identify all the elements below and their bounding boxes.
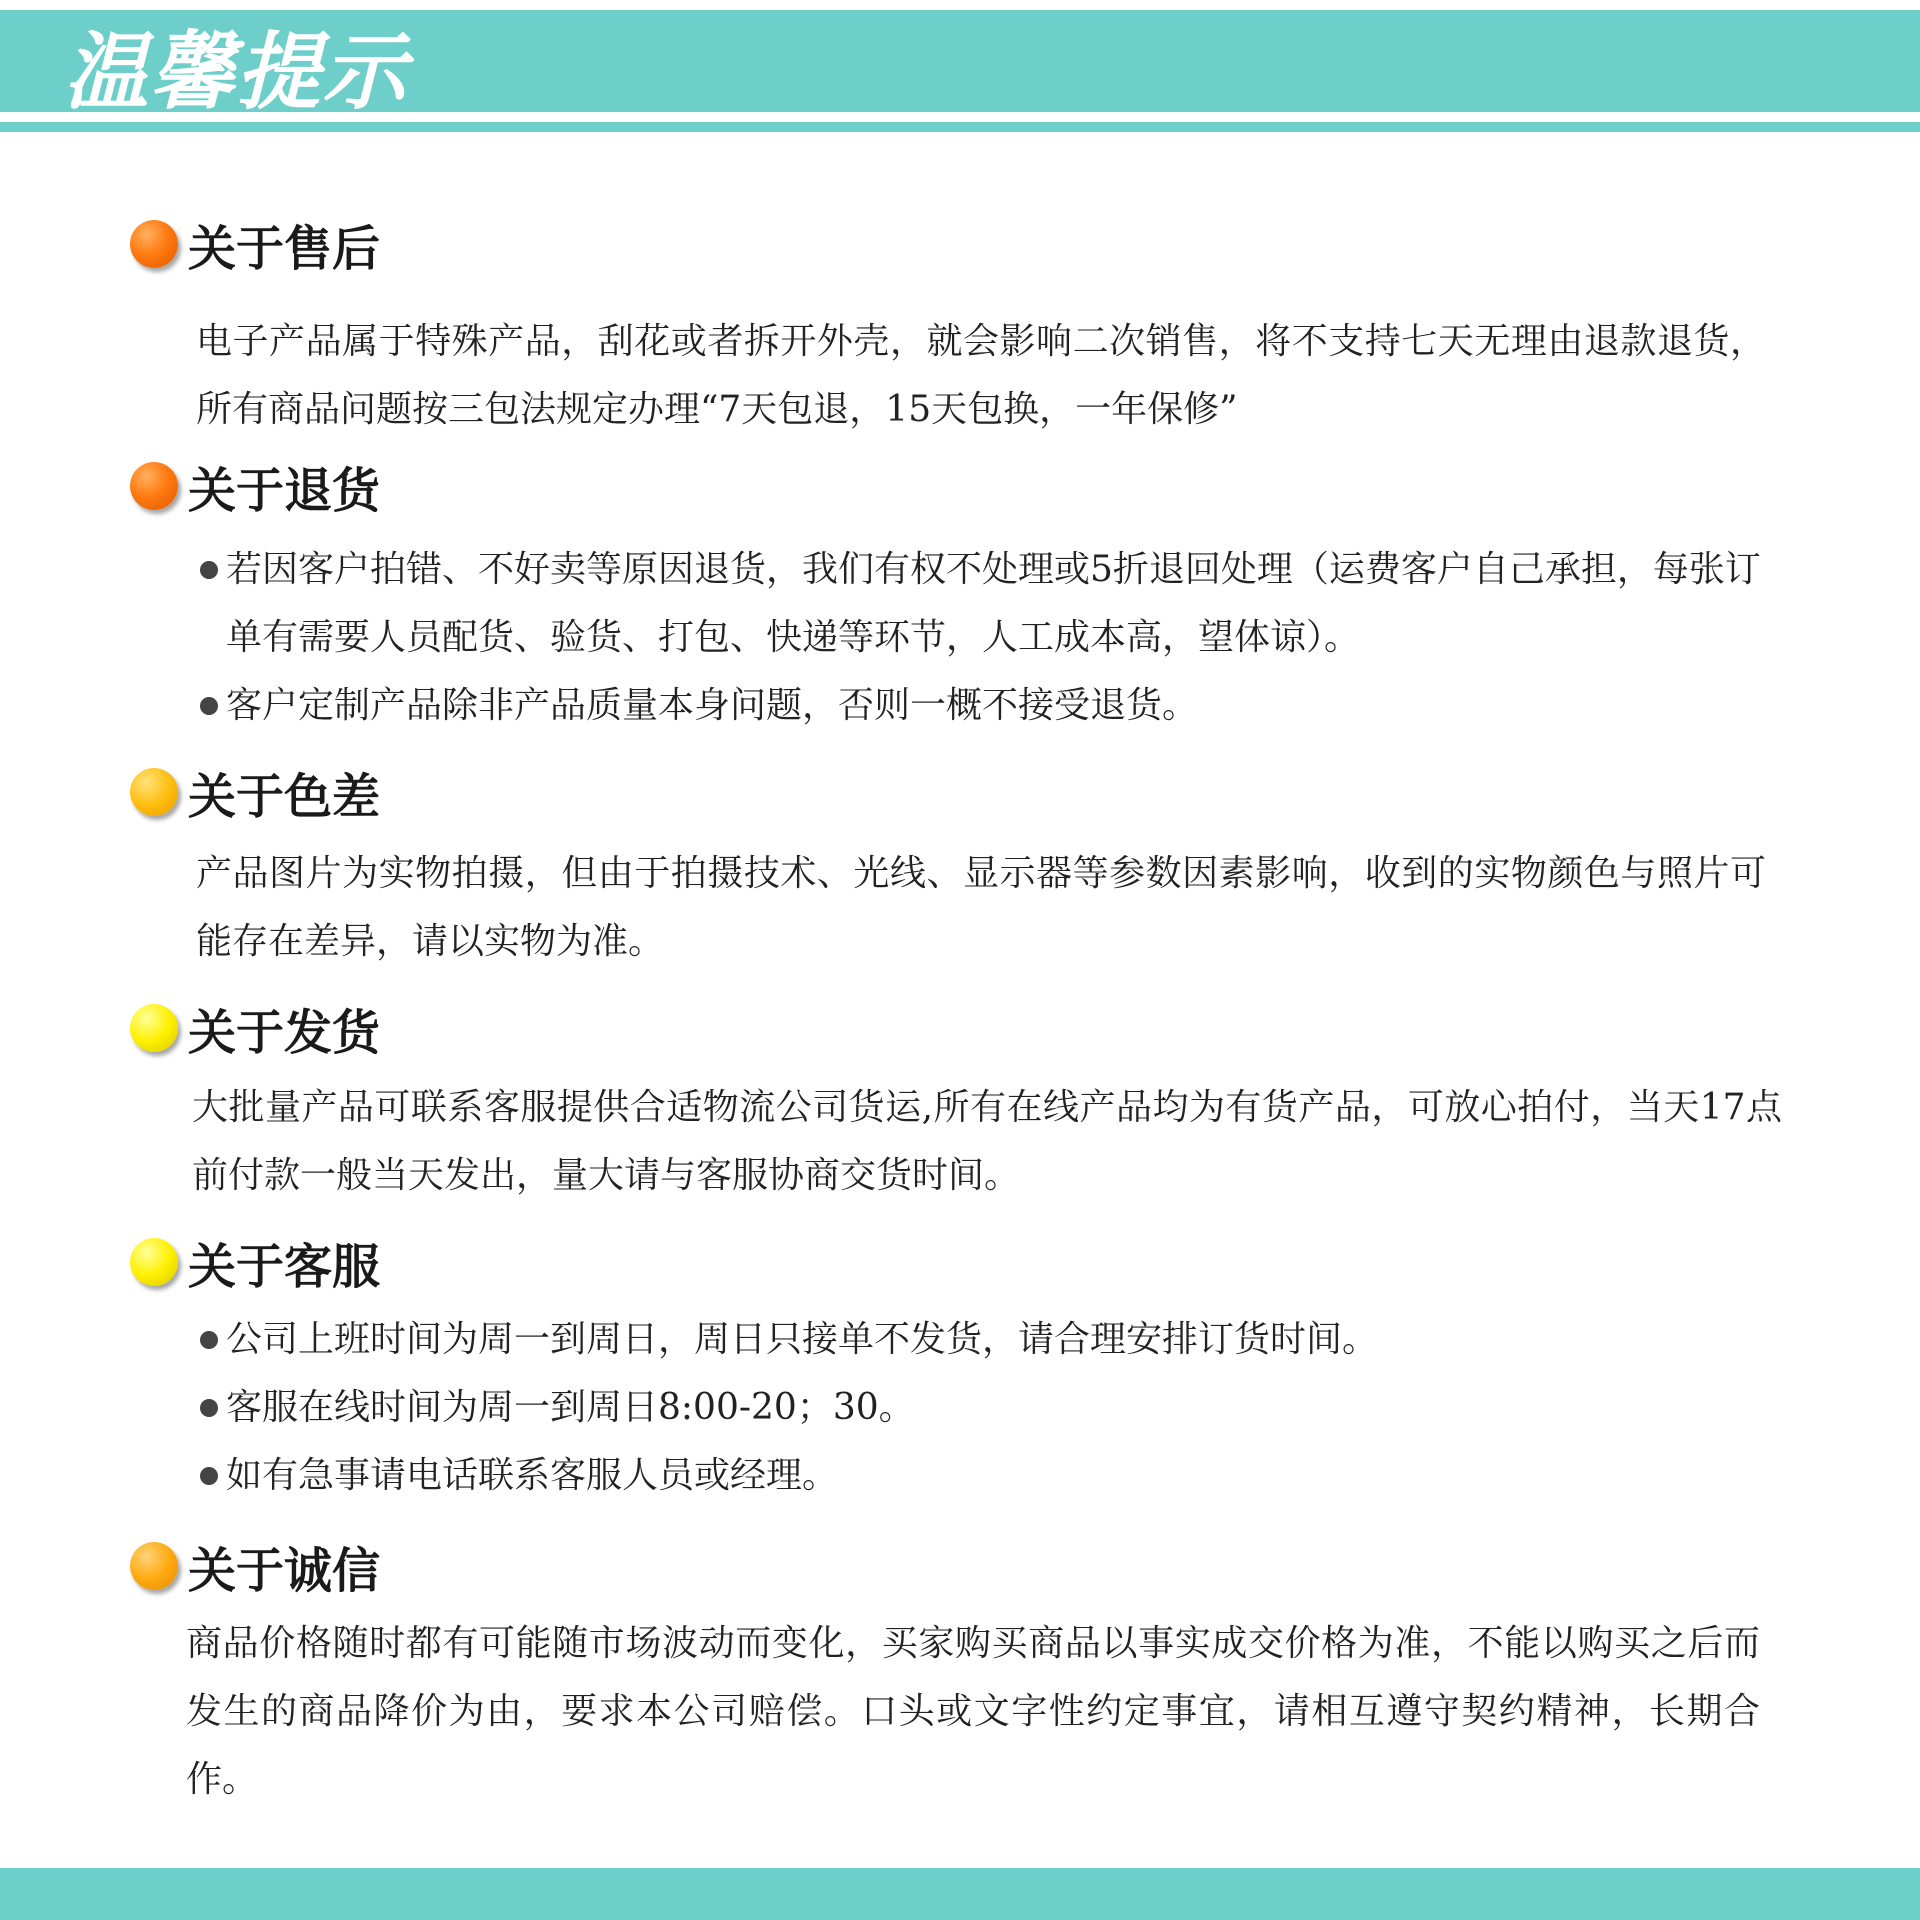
returns-bullet-1: 若因客户拍错、不好卖等原因退货，我们有权不处理或5折退回处理（运费客户自己承担，每张订单有需要人员配货、验货、打包、快递等环节，人工成本高，望体谅）。 <box>226 549 1761 658</box>
header-band <box>0 10 1920 121</box>
section-title-shipping: 关于发货 <box>188 1004 381 1061</box>
amber-bullet-icon <box>130 768 178 816</box>
yellow-bullet-icon <box>130 1238 178 1286</box>
list-item <box>200 672 1770 740</box>
bullet-dot-icon <box>200 1467 218 1485</box>
section-heading-integrity <box>130 1534 380 1598</box>
list-item <box>200 1442 1790 1510</box>
section-heading-returns <box>130 454 380 518</box>
bullet-dot-icon <box>200 1331 218 1349</box>
service-bullet-1: 公司上班时间为周一到周日，周日只接单不发货，请合理安排订货时间。 <box>226 1319 1379 1360</box>
section-heading-after-sales <box>130 212 380 276</box>
gold-bullet-icon <box>130 1542 178 1590</box>
section-heading-service <box>130 1230 380 1294</box>
bullet-dot-icon <box>200 697 218 715</box>
integrity-text: 商品价格随时都有可能随市场波动而变化，买家购买商品以事实成交价格为准，不能以购买之后而发生的商品降价为由，要求本公司赔偿。口头或文字性约定事宜，请相互遵守契约精神，长期合作。 <box>186 1623 1760 1800</box>
list-item <box>200 536 1770 672</box>
page-title: 温馨提示 <box>64 23 409 121</box>
section-heading-color-diff <box>130 760 380 824</box>
after-sales-text: 电子产品属于特殊产品，刮花或者拆开外壳，就会影响二次销售，将不支持七天无理由退款退货，所有商品问题按三包法规定办理“7天包退，15天包换，一年保修” <box>196 321 1766 430</box>
yellow-bullet-icon <box>130 1004 178 1052</box>
section-title-integrity: 关于诚信 <box>188 1542 381 1599</box>
list-item <box>200 1306 1790 1374</box>
footer-band <box>0 1868 1920 1920</box>
bullet-dot-icon <box>200 1399 218 1417</box>
section-title-service: 关于客服 <box>188 1238 381 1295</box>
list-item <box>200 1374 1790 1442</box>
shipping-text: 大批量产品可联系客服提供合适物流公司货运,所有在线产品均为有货产品，可放心拍付，当天17点前付款一般当天发出，量大请与客服协商交货时间。 <box>192 1087 1782 1196</box>
bullet-dot-icon <box>200 561 218 579</box>
section-heading-shipping <box>130 996 380 1060</box>
section-title-color-diff: 关于色差 <box>188 768 381 825</box>
orange-bullet-icon <box>130 462 178 510</box>
section-title-after-sales: 关于售后 <box>188 220 381 277</box>
returns-bullet-2: 客户定制产品除非产品质量本身问题，否则一概不接受退货。 <box>226 685 1199 726</box>
service-bullet-2: 客服在线时间为周一到周日8:00-20；30。 <box>226 1387 915 1428</box>
orange-bullet-icon <box>130 220 178 268</box>
section-title-returns: 关于退货 <box>188 462 381 519</box>
color-diff-text: 产品图片为实物拍摄，但由于拍摄技术、光线、显示器等参数因素影响，收到的实物颜色与照片可能存在差异，请以实物为准。 <box>196 853 1766 962</box>
service-bullet-3: 如有急事请电话联系客服人员或经理。 <box>226 1455 839 1496</box>
header-divider <box>0 122 1920 132</box>
